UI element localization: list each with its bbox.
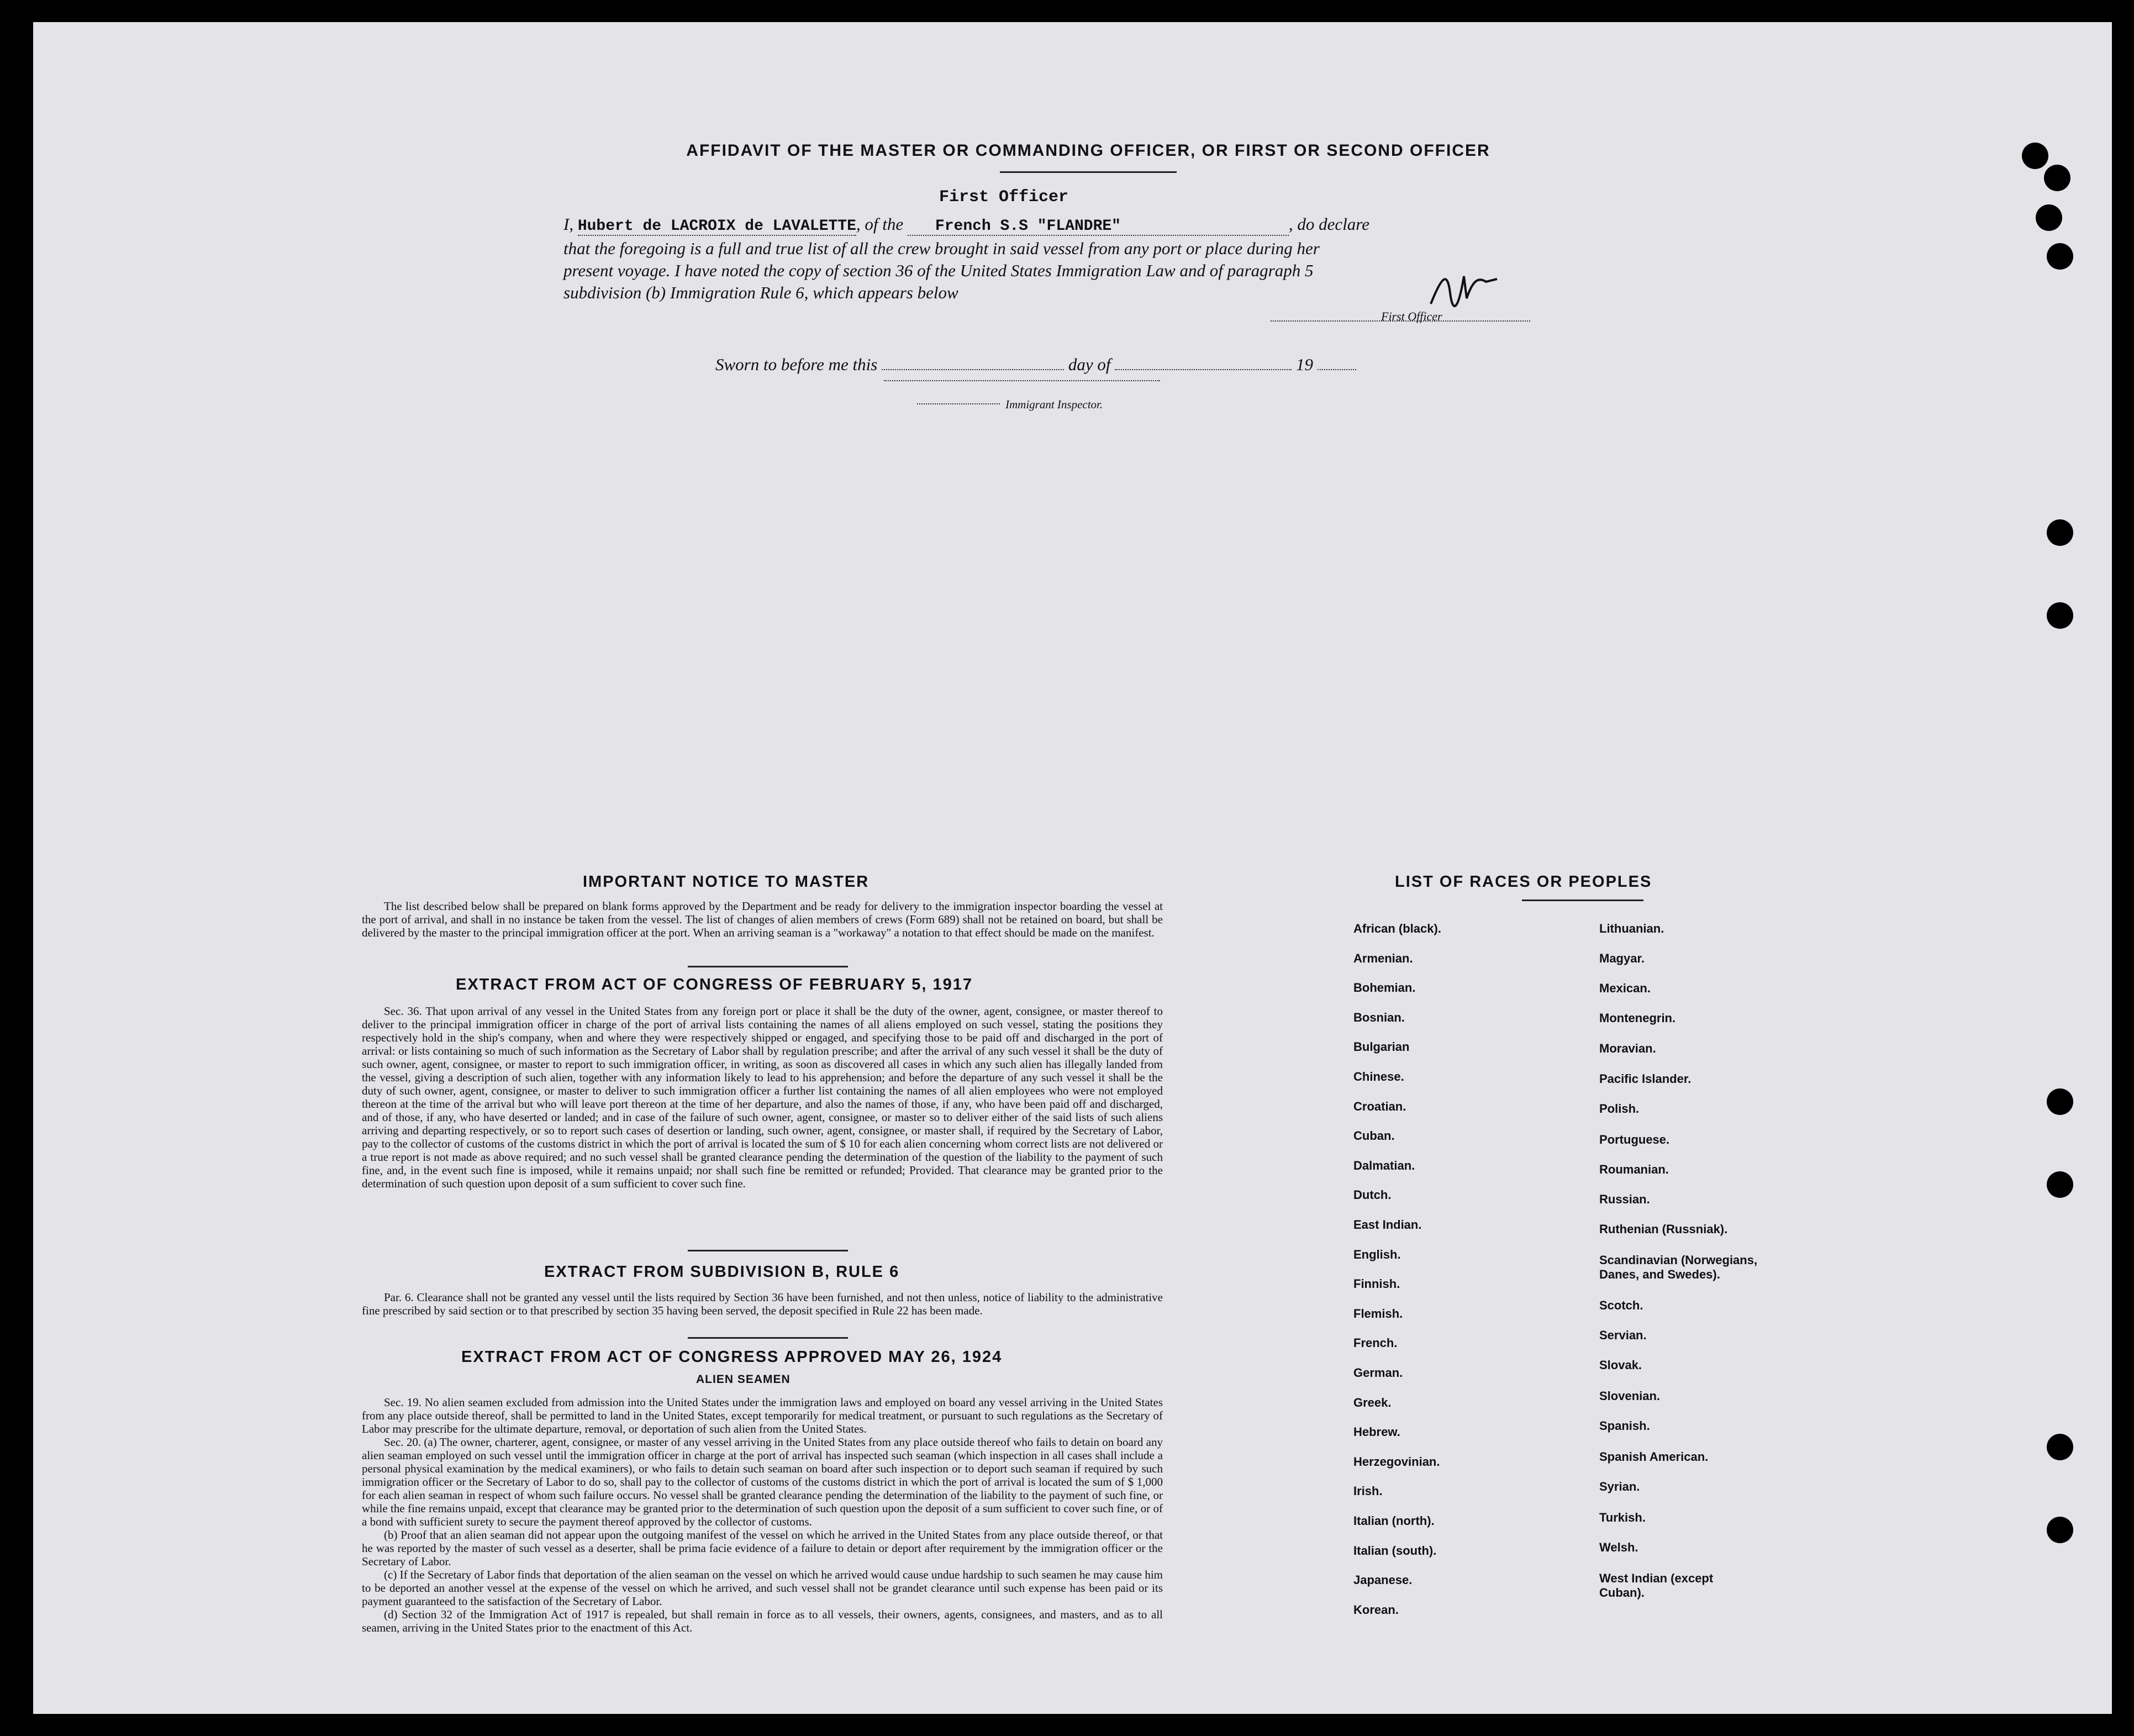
race-item: Ruthenian (Russniak). [1599, 1222, 1728, 1236]
notice-title: IMPORTANT NOTICE TO MASTER [583, 873, 870, 891]
divider [688, 1250, 848, 1251]
extract1-title: EXTRACT FROM ACT OF CONGRESS OF FEBRUARY 5, 1917 [456, 976, 973, 993]
affidavit-line-4: subdivision (b) Immigration Rule 6, which appears below [563, 283, 958, 302]
extract1-body [362, 1004, 1163, 1190]
divider [1000, 171, 1177, 173]
binder-hole [2047, 519, 2073, 546]
race-item: Montenegrin. [1599, 1011, 1676, 1025]
binder-hole [2047, 1434, 2073, 1460]
binder-hole [2044, 165, 2070, 191]
signature-title: First Officer [1381, 309, 1442, 323]
officer-signature [1425, 265, 1503, 309]
race-item: Croatian. [1353, 1099, 1406, 1113]
race-item: Bulgarian [1353, 1040, 1410, 1054]
race-item: Irish. [1353, 1484, 1383, 1498]
officer-rank-label: First Officer [939, 188, 1069, 207]
race-item: Korean. [1353, 1602, 1399, 1617]
race-item: Chinese. [1353, 1070, 1404, 1083]
extract3-c: (c) If the Secretary of Labor finds that deportation of the alien seaman on the vessel on which he arrived would cause undue hardship to such seamen he may cause him to be deported an another vessel at the expense of the vessel on which he arrived, and such vessel shall not be grandet clearance until such expense has been paid or its payment guaranteed to the satisfaction of the Secretary of Labor. [362, 1568, 1163, 1608]
race-item: Portuguese. [1599, 1133, 1670, 1146]
race-item: Armenian. [1353, 951, 1413, 965]
notice-text: The list described below shall be prepared on blank forms approved by the Department and be ready for delivery to the immigration inspector boarding the vessel at the port of arrival, and shall in no instance be taken from the vessel. The list of changes of alien members of crews (Form 689) shall not be retained on board, but shall be delivered by the master to the principal immigration officer at the port. When an arriving seaman is a "workaway" a notation to that effect should be made on the manifest. [362, 899, 1163, 939]
race-item: Herzegovinian. [1353, 1454, 1440, 1469]
race-item: Welsh. [1599, 1540, 1638, 1554]
notice-paragraph [362, 899, 1163, 939]
race-item: Hebrew. [1353, 1425, 1400, 1439]
race-item: Dalmatian. [1353, 1158, 1415, 1172]
binder-hole [2047, 1517, 2073, 1543]
extract3-sec19: Sec. 19. No alien seamen excluded from admission into the United States under the immigration laws and employed on board any vessel arriving in the United States from any place outside thereof, shall be permitted to land in the United States, except temporarily for medical treatment, or pursuant to such regulations as the Secretary of Labor may prescribe for the ultimate departure, removal, or deportation of such alien from the United States. [362, 1396, 1163, 1435]
sworn-line [715, 355, 1356, 375]
race-item: Scotch. [1599, 1298, 1643, 1312]
extract2-title: EXTRACT FROM SUBDIVISION B, RULE 6 [544, 1263, 900, 1281]
extract3-title: EXTRACT FROM ACT OF CONGRESS APPROVED MAY 26, 1924 [461, 1348, 1003, 1366]
race-item: Greek. [1353, 1395, 1392, 1409]
race-item: Spanish American. [1599, 1450, 1709, 1464]
races-title: LIST OF RACES OR PEOPLES [1395, 873, 1652, 891]
inspector-line [917, 403, 1000, 404]
sworn-day-label: day of [1068, 355, 1111, 374]
vessel-name: French S.S "FLANDRE" [908, 218, 1289, 236]
race-item: Syrian. [1599, 1480, 1640, 1493]
race-item: German. [1353, 1366, 1403, 1380]
binder-hole [2047, 1088, 2073, 1115]
race-item: Spanish. [1599, 1419, 1650, 1433]
affidavit-line-3: present voyage. I have noted the copy of section 36 of the United States Immigration Law and of paragraph 5 [563, 261, 1314, 280]
binder-hole [2022, 143, 2048, 169]
affidavit-prefix: I, [563, 214, 574, 234]
binder-hole [2036, 204, 2062, 231]
divider [688, 1337, 848, 1339]
race-item: Slovenian. [1599, 1389, 1661, 1403]
extract2-text: Par. 6. Clearance shall not be granted any vessel until the lists required by Section 36 have been furnished, and not then unless, notice of liability to the administrative fine prescribed by said section or to that prescribed by section 35 having been served, the deposit specified in Rule 22 has been made. [362, 1291, 1163, 1317]
race-item: Japanese. [1353, 1573, 1413, 1587]
affidavit-mid: , of the [856, 214, 904, 234]
race-item: Turkish. [1599, 1511, 1646, 1524]
race-item: Scandinavian (Norwegians, Danes, and Swedes). [1599, 1253, 1758, 1281]
race-item: Italian (south). [1353, 1543, 1437, 1558]
affidavit-title: AFFIDAVIT OF THE MASTER OR COMMANDING OFFICER, OR FIRST OR SECOND OFFICER [686, 141, 1490, 160]
race-item: Finnish. [1353, 1277, 1400, 1291]
extract1-text: Sec. 36. That upon arrival of any vessel in the United States from any foreign port or place it shall be the duty of the owner, agent, consignee, or master thereof to deliver to the principal immigration officer in charge of the port of arrival lists containing the names of all aliens employed on such vessel, stating the positions they respectively hold in the ship's company, when and where they were respectively shipped or engaged, and specifying those to be paid off and discharged in the port of arrival: or lists containing so much of such information as the Secretary of Labor shall by regulation prescribe; and after the arrival of any such vessel it shall be the duty of such owner, agent, consignee, or master to report to such immigration officer, in writing, as soon as discovered all cases in which any such alien has illegally landed from the vessel, giving a description of such alien, together with any information likely to lead to his apprehension; and before the departure of any such vessel it shall be the duty of such owner, agent, consignee, or master to deliver to such immigration officer a further list containing the names of all alien employees who were not employed thereon at the time of the arrival but who will leave port thereon at the time of her departure, and also the names of those, if any, who have been paid off and discharged, and of those, if any, who have deserted or landed; and in case of the failure of such owner, agent, consignee, or master so to deliver either of the said lists of such aliens arriving and departing respectively, or so to report such cases of desertion or landing, such owner, agent, consignee, or master shall, if required by the Secretary of Labor, pay to the collector of customs of the customs district in which the port of arrival is located the sum of $ 10 for each alien concerning whom correct lists are not delivered or a true report is not made as above required; and no such vessel shall be granted clearance pending the determination of the question of the liability to the payment of such fine, and, in the event such fine is imposed, while it remains unpaid; nor shall such fine be remitted or refunded; Provided. That clearance may be granted prior to the determination of such question upon deposit of a sum sufficient to cover such fine. [362, 1004, 1163, 1190]
race-item: Mexican. [1599, 981, 1651, 995]
extract3-body [362, 1396, 1163, 1634]
race-item: Dutch. [1353, 1188, 1392, 1202]
race-item: English. [1353, 1247, 1401, 1261]
race-item: West Indian (except Cuban). [1599, 1571, 1714, 1600]
affidavit-suffix: , do declare [1288, 214, 1369, 234]
race-item: Roumanian. [1599, 1162, 1669, 1176]
race-item: French. [1353, 1336, 1398, 1350]
sworn-prefix: Sworn to before me this [715, 355, 878, 374]
race-item: Servian. [1599, 1328, 1647, 1342]
extract3-sec20: Sec. 20. (a) The owner, charterer, agent, consignee, or master of any vessel arriving in the United States from any place outside thereof who fails to detain on board any alien seaman employed on such vessel until the immigration officer in charge at the port of arrival has inspected such seaman (which inspection in all cases shall include a personal physical examination by the medical examiners), or who fails to detain such seaman on board after such inspection or to deport such seaman if required by such immigration officer or the Secretary of Labor to do so, shall pay to the collector of customs of the customs district in which the port of arrival is located the sum of $ 1,000 for each alien seaman in respect of whom such failure occurs. No vessel shall be granted clearance pending the determination of the liability to the payment of such fine, or while the fine remains unpaid, except that clearance may be granted prior to the determination of such question upon the deposit of a sum sufficient to cover such fine, or of a bond with sufficient surety to secure the payment thereof approved by the collector of customs. [362, 1435, 1163, 1528]
race-item: Lithuanian. [1599, 922, 1664, 935]
race-item: Russian. [1599, 1192, 1650, 1206]
officer-name: Hubert de LACROIX de LAVALETTE [577, 218, 856, 235]
affidavit-line-1 [563, 214, 1369, 236]
race-item: Moravian. [1599, 1041, 1656, 1055]
sworn-underline [884, 380, 1160, 381]
race-item: East Indian. [1353, 1218, 1422, 1232]
divider [1522, 899, 1643, 901]
extract3-b: (b) Proof that an alien seaman did not appear upon the outgoing manifest of the vessel on which he arrived in the United States from any place outside thereof, or that he was reported by the master of such vessel as a deserter, shall be prima facie evidence of a failure to detain or deport after requirement by the immigration officer or the Secretary of Labor. [362, 1528, 1163, 1568]
race-item: Cuban. [1353, 1129, 1395, 1143]
race-item: Pacific Islander. [1599, 1072, 1692, 1086]
sworn-year-label: 19 [1295, 355, 1313, 374]
affidavit-line-2: that the foregoing is a full and true list of all the crew brought in said vessel from any port or place during her [563, 239, 1320, 258]
race-item: Magyar. [1599, 951, 1645, 965]
divider [688, 966, 848, 967]
race-item: Bohemian. [1353, 981, 1416, 995]
race-item: Polish. [1599, 1102, 1640, 1116]
inspector-label: Immigrant Inspector. [1005, 398, 1103, 411]
extract3-subtitle: ALIEN SEAMEN [696, 1373, 791, 1386]
race-item: Italian (north). [1353, 1514, 1435, 1528]
binder-hole [2047, 602, 2073, 629]
race-item: Bosnian. [1353, 1010, 1405, 1024]
binder-hole [2047, 1171, 2073, 1198]
document-sheet [33, 22, 2112, 1714]
race-item: Flemish. [1353, 1306, 1403, 1321]
binder-hole [2047, 243, 2073, 270]
extract2-body [362, 1291, 1163, 1317]
race-item: African (black). [1353, 922, 1441, 935]
race-item: Slovak. [1599, 1358, 1642, 1372]
extract3-d: (d) Section 32 of the Immigration Act of 1917 is repealed, but shall remain in force as to all vessels, their owners, agents, consignees, and masters, and as to all seamen, arriving in the United States prior to the enactment of this Act. [362, 1608, 1163, 1634]
